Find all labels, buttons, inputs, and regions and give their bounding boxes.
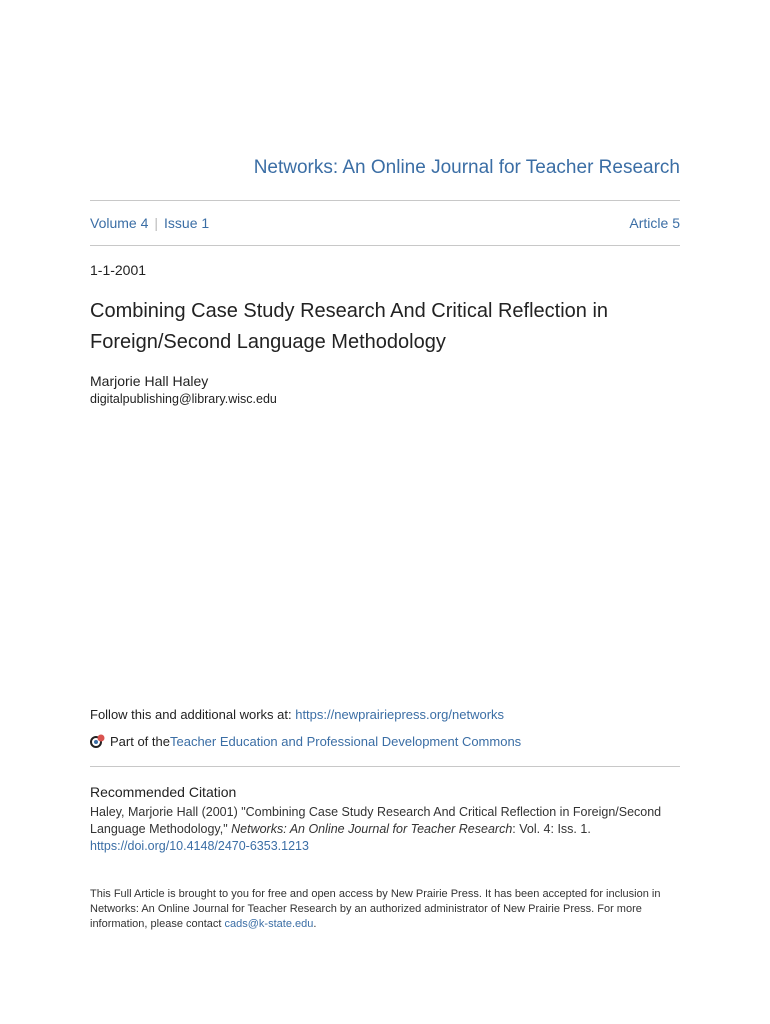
citation-prefix: Haley, Marjorie Hall (2001) "Combining Case Study Research And Critical Reflection in Foreign/Second Language Methodology," <box>90 805 662 836</box>
contact-email-link[interactable]: cads@k-state.edu <box>224 918 314 930</box>
divider-top <box>90 200 680 201</box>
article-title: Combining Case Study Research And Critical Reflection in Foreign/Second Language Methodology <box>90 300 609 353</box>
part-of-line <box>90 733 521 749</box>
footer-notice <box>90 887 680 932</box>
citation-suffix: : Vol. 4: Iss. 1. <box>512 822 591 836</box>
publication-date: 1-1-2001 <box>90 262 147 278</box>
divider-middle <box>90 245 680 246</box>
author-name: Marjorie Hall Haley <box>90 373 209 389</box>
commons-link[interactable]: Teacher Education and Professional Development Commons <box>169 733 522 749</box>
article-link[interactable]: Article 5 <box>629 215 680 231</box>
separator: | <box>154 215 159 231</box>
footer-end: . <box>313 918 317 930</box>
citation-text <box>90 804 680 855</box>
follow-text: Follow this and additional works at: <box>90 707 296 722</box>
issue-link[interactable]: Issue 1 <box>164 215 210 231</box>
author-email: digitalpublishing@library.wisc.edu <box>90 392 277 406</box>
follow-link[interactable]: https://newprairiepress.org/networks <box>295 707 505 722</box>
volume-issue-line <box>90 215 680 231</box>
journal-title-link[interactable]: Networks: An Online Journal for Teacher Research <box>253 157 680 178</box>
part-of-text: Part of the <box>110 733 170 749</box>
divider-citation <box>90 766 680 767</box>
follow-line <box>90 707 504 722</box>
footer-text: This Full Article is brought to you for free and open access by New Prairie Press. It has been accepted for inclusion in Networks: An Online Journal for Teacher Research by an authorized administrator of New Prairie Press. For more information, please contact <box>90 888 661 930</box>
citation-journal: Networks: An Online Journal for Teacher Research <box>231 822 513 836</box>
doi-link[interactable]: https://doi.org/10.4148/2470-6353.1213 <box>90 839 309 853</box>
citation-heading: Recommended Citation <box>90 784 237 800</box>
volume-link[interactable]: Volume 4 <box>90 215 149 231</box>
commons-network-icon <box>90 733 106 749</box>
